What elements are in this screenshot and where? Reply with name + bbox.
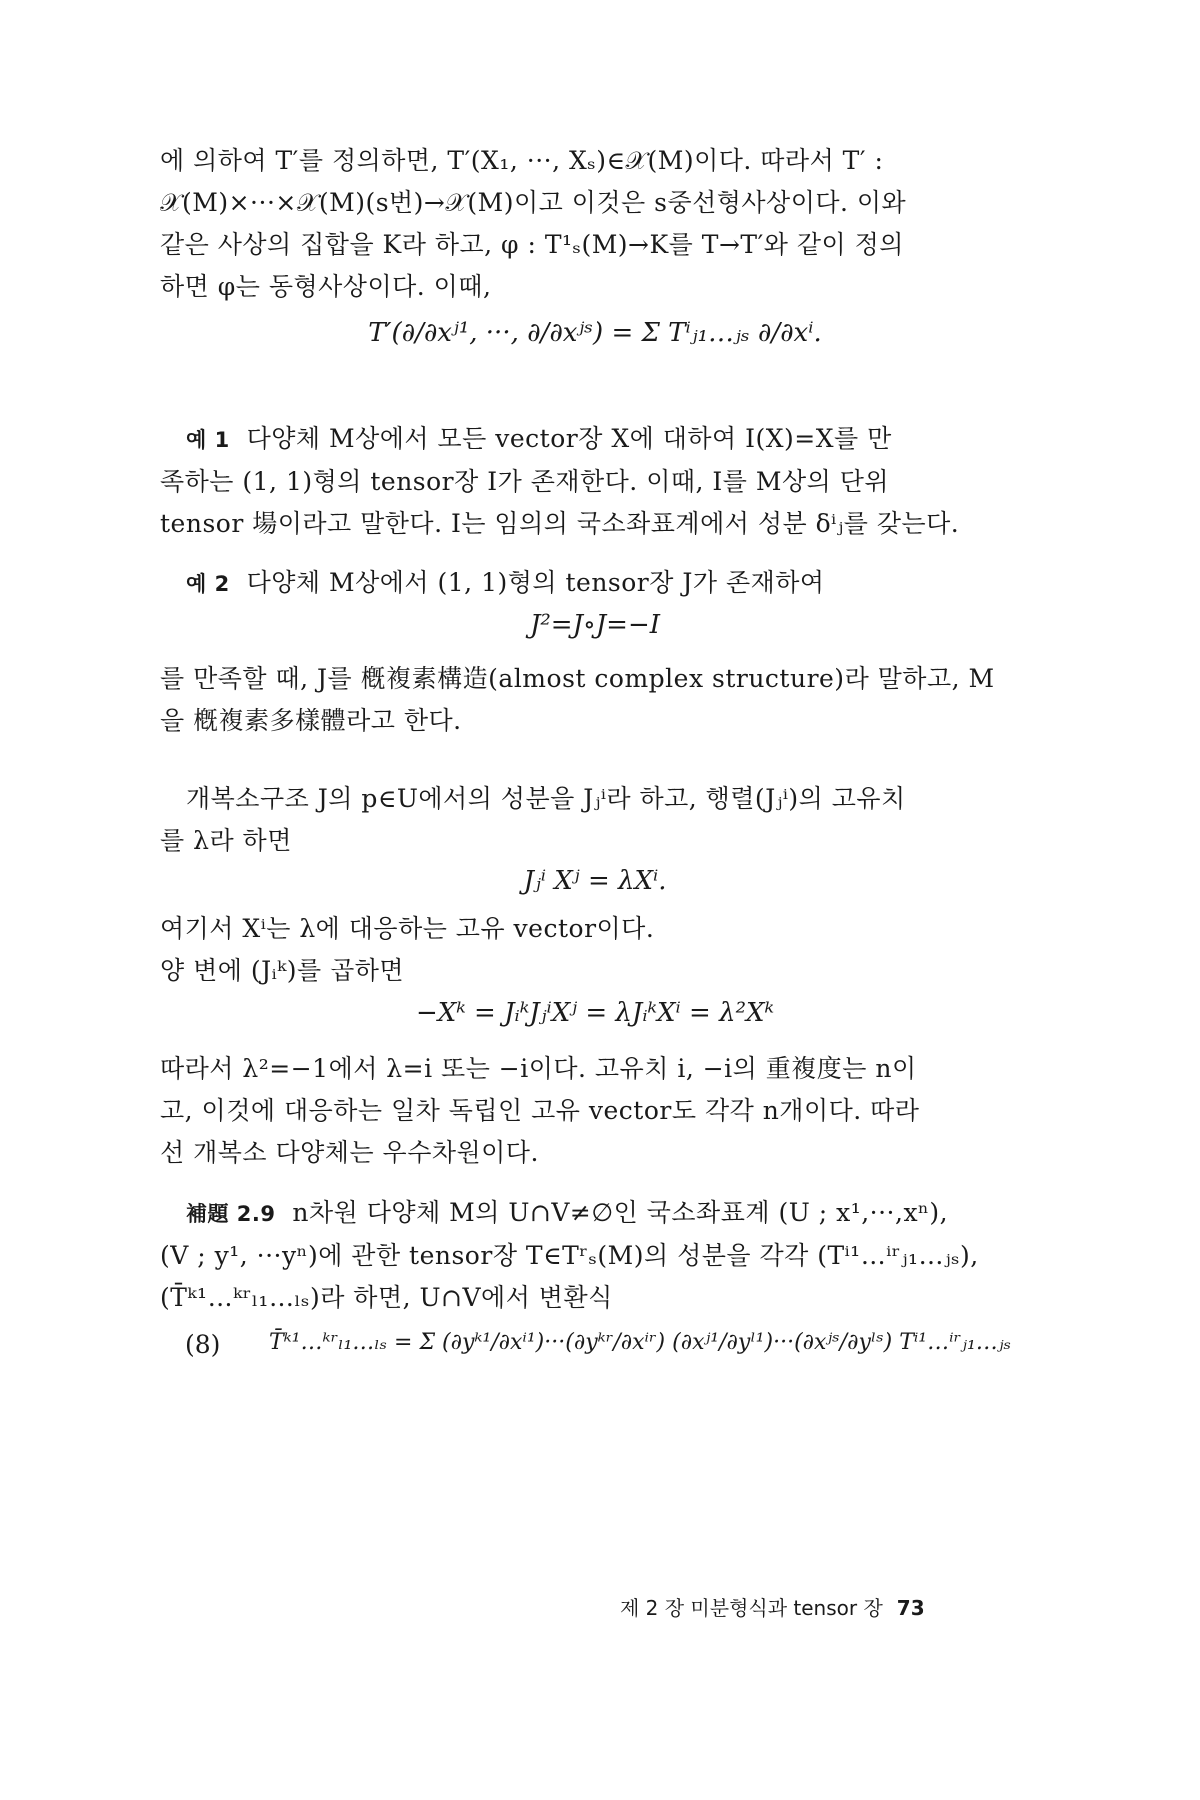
text-line: 족하는 (1, 1)형의 tensor장 I가 존재한다. 이때, I를 M상의 단위 <box>160 467 890 496</box>
example-1-label: 예 1 <box>186 428 230 452</box>
equation-number: (8) <box>185 1330 221 1359</box>
paragraph-2 <box>160 778 1030 862</box>
lemma-2-9 <box>160 1192 1030 1319</box>
text-line: 여기서 Xⁱ는 λ에 대응하는 고유 vector이다. <box>160 914 655 943</box>
text-line: 를 λ라 하면 <box>160 826 292 855</box>
example-2-label: 예 2 <box>186 572 230 596</box>
example-2-continued <box>160 658 1030 742</box>
text-line: 다양체 M상에서 (1, 1)형의 tensor장 J가 존재하여 <box>246 568 825 597</box>
text-line: 선 개복소 다양체는 우수차원이다. <box>160 1138 539 1167</box>
chapter-title: 제 2 장 미분형식과 tensor 장 <box>620 1596 883 1620</box>
text-line: 고, 이것에 대응하는 일차 독립인 고유 vector도 각각 n개이다. 따라 <box>160 1096 920 1125</box>
example-2 <box>160 562 1030 605</box>
example-1 <box>160 418 1030 545</box>
paragraph-2-continued <box>160 908 1030 992</box>
equation-2: J²=J∘J=−I <box>529 610 661 640</box>
text-line: 양 변에 (Jᵢᵏ)를 곱하면 <box>160 956 405 985</box>
equation-5: T̄ᵏ¹…ᵏʳₗ₁…ₗₛ = Σ (∂yᵏ¹/∂xⁱ¹)···(∂yᵏʳ/∂xⁱʳ) (∂xʲ¹/∂yˡ¹)···(∂xʲˢ/∂yˡˢ) Tⁱ¹…ⁱʳⱼ₁…ⱼₛ <box>268 1330 1012 1355</box>
paragraph-2-conclusion <box>160 1048 1030 1174</box>
page-number: 73 <box>896 1596 925 1620</box>
text-line: (T̄ᵏ¹…ᵏʳₗ₁…ₗₛ)라 하면, U∩V에서 변환식 <box>160 1283 613 1312</box>
text-line: 𝒳(M)×···×𝒳(M)(s번)→𝒳(M)이고 이것은 s중선형사상이다. 이와 <box>160 188 907 217</box>
text-line: n차원 다양체 M의 U∩V≠∅인 국소좌표계 (U ; x¹,···,xⁿ), <box>292 1198 949 1227</box>
text-line: 하면 φ는 동형사상이다. 이때, <box>160 272 492 301</box>
equation-3: Jⱼⁱ Xʲ = λXⁱ. <box>523 866 667 896</box>
text-line: tensor 場이라고 말한다. I는 임의의 국소좌표계에서 성분 δⁱⱼ를 갖는다. <box>160 509 960 538</box>
text-line: 에 의하여 T′를 정의하면, T′(X₁, ···, Xₛ)∈𝒳(M)이다. 따라서 T′ : <box>160 146 884 175</box>
running-footer <box>620 1592 925 1621</box>
lemma-label: 補題 2.9 <box>186 1202 276 1226</box>
text-line: 따라서 λ²=−1에서 λ=i 또는 −i이다. 고유치 i, −i의 重複度는 n이 <box>160 1054 917 1083</box>
text-line: 다양체 M상에서 모든 vector장 X에 대하여 I(X)=X를 만 <box>246 424 892 453</box>
text-line: (V ; y¹, ···yⁿ)에 관한 tensor장 T∈Tʳₛ(M)의 성분을 각각 (Tⁱ¹…ⁱʳⱼ₁…ⱼₛ), <box>160 1241 979 1270</box>
text-line: 개복소구조 J의 p∈U에서의 성분을 Jⱼⁱ라 하고, 행렬(Jⱼⁱ)의 고유치 <box>186 784 906 813</box>
paragraph-1 <box>160 140 1030 308</box>
equation-4: −Xᵏ = JᵢᵏJⱼⁱXʲ = λJᵢᵏXⁱ = λ²Xᵏ <box>415 998 774 1028</box>
text-line: 같은 사상의 집합을 K라 하고, φ : T¹ₛ(M)→K를 T→T′와 같이 정의 <box>160 230 904 259</box>
text-line: 을 槪複素多樣體라고 한다. <box>160 706 462 735</box>
equation-1: T′(∂/∂xʲ¹, ···, ∂/∂xʲˢ) = Σ Tⁱⱼ₁…ⱼₛ ∂/∂xⁱ. <box>368 318 822 348</box>
text-line: 를 만족할 때, J를 槪複素構造(almost complex structure)라 말하고, M <box>160 664 995 693</box>
